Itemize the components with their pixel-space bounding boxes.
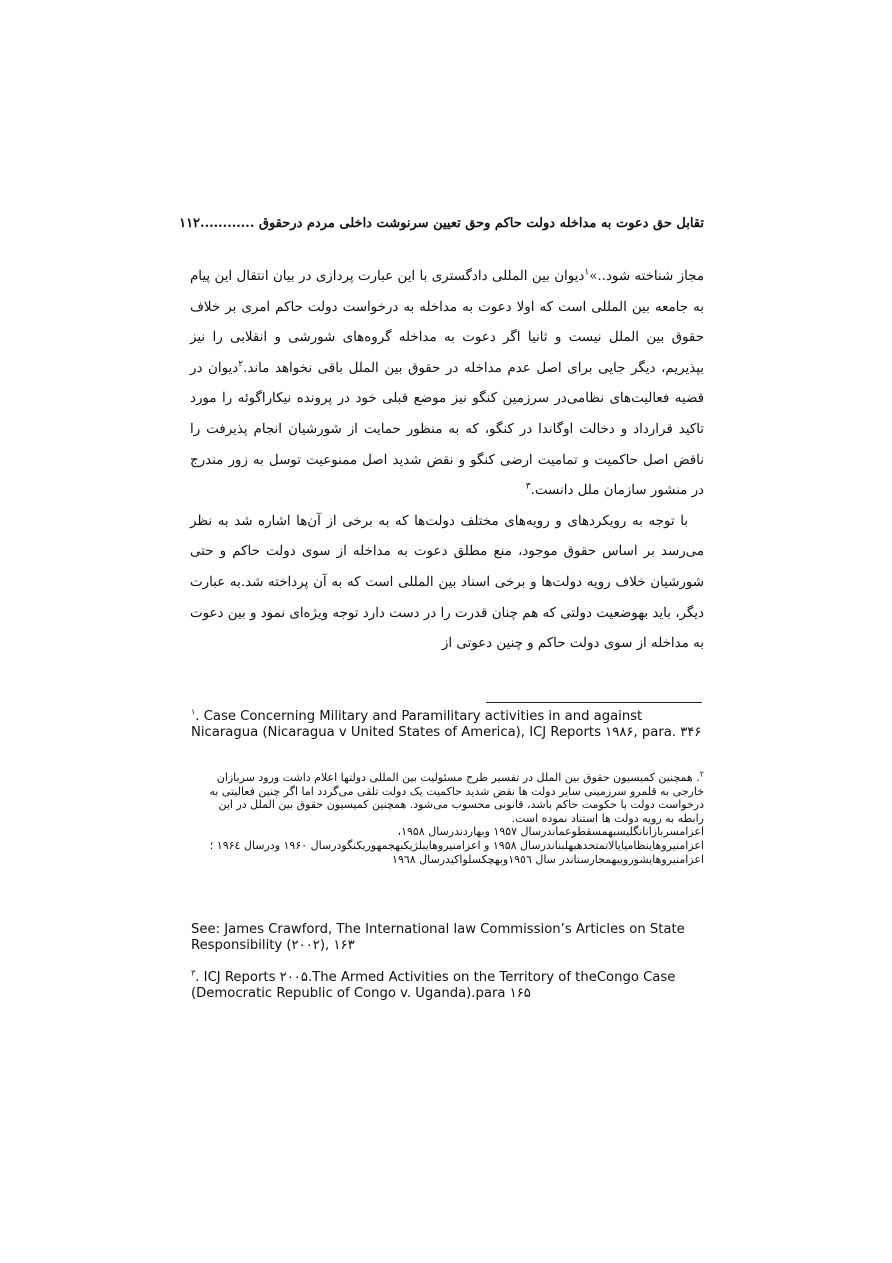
footnote-separator [486,702,702,703]
footnote-2-text-1: . همچنین کمیسیون حقوق بین الملل در تفسیر طرح مسئولیت بین المللی دولتها اعلام داشت ورود سربازان خارجی به قلمرو سرزمینی سایر دولت ها نقض شدید حاکمیت یک دولت تلقی می‌گردد اما اگر چنین فعالیتی به درخواست دولت یا حکومت حاکم باشد، قانونی محسوب می‌شود. همچنین کمیسیون حقوق بین الملل در این رابطه به رویه دولت ها استناد نموده است. [209,771,704,825]
running-header: تقابل حق دعوت به مداخله دولت حاکم وحق تعیین سرنوشت داخلی مردم درحقوق ............۱۱۲ [179,216,704,231]
footnote-2-line-2: اعزامسربازانانگلیسبهمسقطوعماندرسال ۱۹۵۷ وبهاردندرسال ۱۹۵۸، [397,825,704,839]
footnote-3-marker: ۳ [191,968,196,978]
paragraph-1 [190,262,704,507]
footnote-2-line-1 [191,771,704,825]
footnote-3-text: . ICJ Reports ۲۰۰۵.The Armed Activities on the Territory of theCongo Case (Democratic Republic of Congo v. Uganda).para ۱۶۵ [191,970,676,1001]
body-text [190,262,704,660]
footnote-2-marker: ۲ [699,769,704,779]
footnote-1 [191,709,711,741]
footnote-3 [191,970,711,1002]
paragraph-1-part-a: مجاز شناخته شود..» [589,269,704,284]
footnote-2-see-also: See: James Crawford, The International law Commission’s Articles on State Responsibility (۲۰۰۲), ۱۶۳ [191,922,685,953]
paragraph-1-part-c: دیوان در قضیه فعالیت‌های نظامی‌در سرزمین کنگو نیز موضع قبلی خود در پرونده نیکاراگوئه را مورد تاکید قرارداد و دخالت اوگاندا در کنگو، که به منظور حمایت از شورشیان انجام پذیرفت را ناقض اصل حاکمیت و تمامیت ارضی کنگو و نقض شدید اصل ممنوعیت توسل به زور مندرج در منشور سازمان ملل دانست. [190,360,704,499]
paragraph-2: با توجه به رویکردهای و رویه‌های مختلف دولت‌ها که به برخی از آن‌ها اشاره شد به نظر می‌رسد بر اساس حقوق موجود، منع مطلق دعوت به مداخله از سوی دولت حاکم و حتی شورشیان خلاف رویه دولت‌ها و برخی اسناد بین المللی است که به آن پرداخته شد.به عبارت دیگر، باید بهوضعیت دولتی که هم چنان قدرت را در دست دارد توجه ویژه‌ای نمود و بین دعوت به مداخله از سوی دولت حاکم و چنین دعوتی از [190,513,704,652]
footnote-2 [191,771,704,866]
footnote-1-marker: ۱ [191,707,196,717]
paragraph-1-part-b: دیوان بین المللی دادگستری با این عبارت پردازی در بیان انتقال این پیام به جامعه بین المللی است که اولا دعوت به مداخله به درخواست دولت حاکم امری بر خلاف حقوق بین الملل نیست و ثانیا اگر دعوت به مداخله گروه‌های شورشی و انقلابی را نیز بپذیریم، دیگر جایی برای اصل عدم مداخله در حقوق بین الملل باقی نخواهد ماند. [190,269,704,376]
footnote-2-line-3: اعزامنیروهاینظامیایالاتمتحدهبهلبناندرسال ۱۹۵۸ و اعزامنیروهایبلژیکبهجمهوریکنگودرسال ۱۹۶۰ ودرسال ۱۹۶٤ ؛اعزامنیروهایشورویبهمجارستاندر سال ۱۹٥٦وبهچکسلواکیدرسال ۱۹٦۸ [209,838,704,866]
footnote-ref-2[interactable]: ۲ [238,359,244,370]
footnote-ref-3[interactable]: ۳ [525,481,531,492]
footnote-1-text: . Case Concerning Military and Paramilitary activities in and against Nicaragua (Nicaragua v United States of America), ICJ Reports ۱۹۸۶, para. ۳۴۶ [191,709,702,740]
footnote-ref-1[interactable]: ۱ [584,267,590,278]
